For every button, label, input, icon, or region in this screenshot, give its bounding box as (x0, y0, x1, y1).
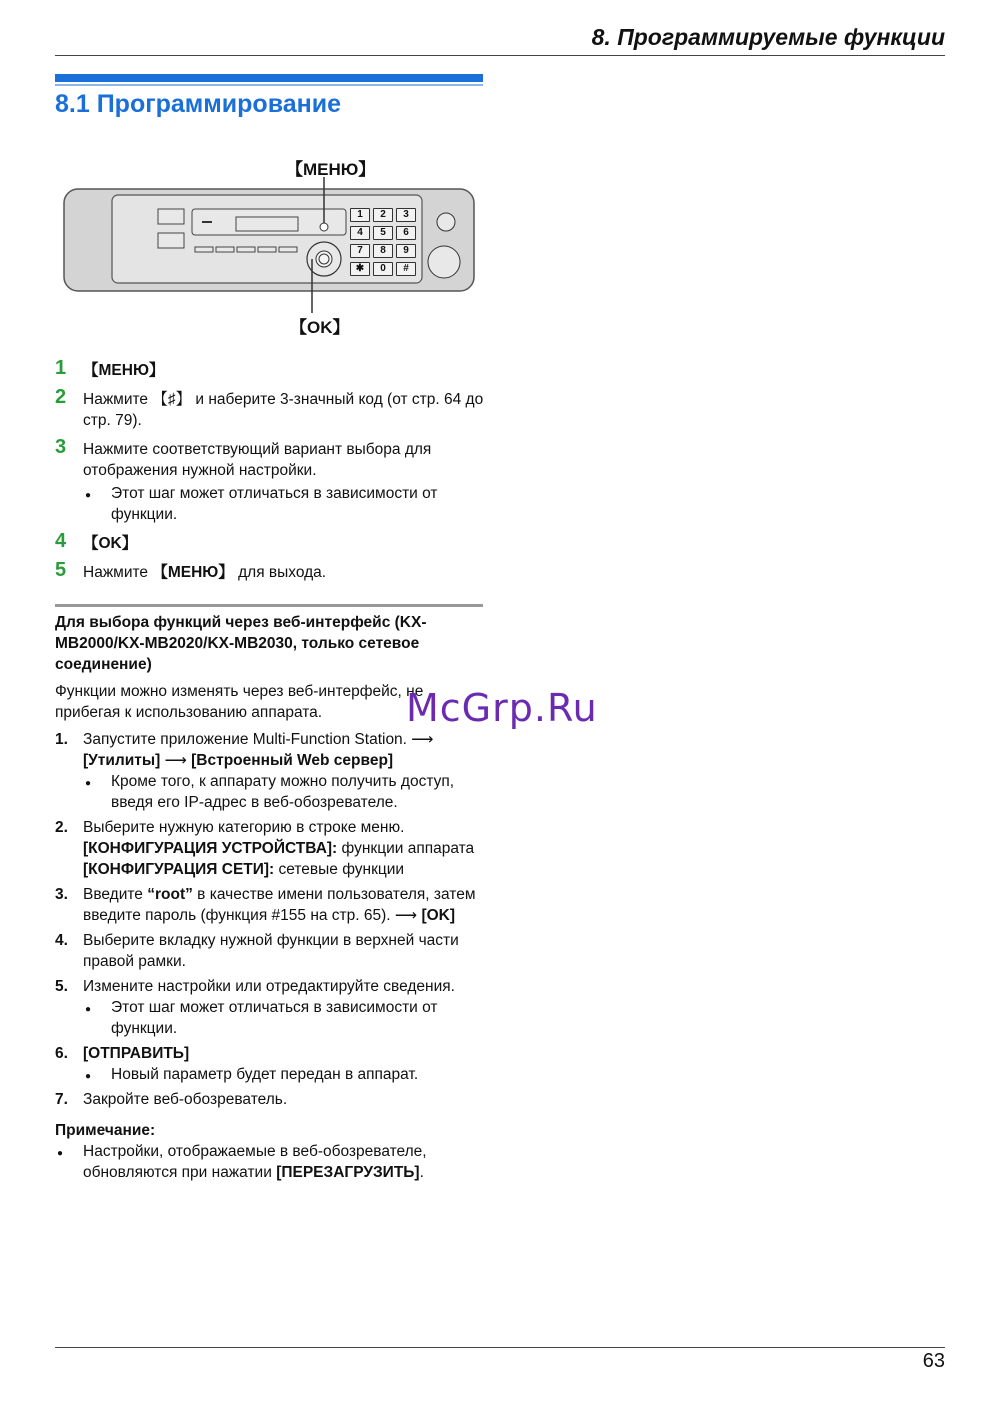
figure-label-ok: 【OK】 (290, 318, 350, 337)
step-1 (55, 357, 485, 381)
page-number: 63 (922, 1350, 945, 1372)
keypad-key: 9 (396, 244, 416, 258)
keypad-key: 3 (396, 208, 416, 222)
step-number: 2. (55, 819, 68, 836)
web-step-3 (55, 884, 487, 926)
step-text: Закройте веб-обозреватель. (83, 1091, 288, 1108)
note-bold: [ПЕРЕЗАГРУЗИТЬ] (276, 1164, 420, 1181)
keypad-key: 4 (350, 226, 370, 240)
steps-list (55, 357, 485, 591)
step-bullet: ● Этот шаг может отличаться в зависимости от функции. (55, 483, 485, 525)
keypad-key: 8 (373, 244, 393, 258)
step-bullet: ● Кроме того, к аппарату можно получить доступ, введя его IP-адрес в веб-обозревателе. (55, 771, 487, 813)
step-2 (55, 386, 485, 431)
step-text: Выберите вкладку нужной функции в верхней части правой рамки. (83, 932, 459, 970)
step-number: 4. (55, 932, 68, 949)
step-arrow: ⟶ (160, 752, 192, 769)
step-text-post: для выхода. (233, 564, 327, 581)
step-text: Выберите нужную категорию в строке меню. (83, 819, 405, 836)
step-text-1: функции аппарата (337, 840, 475, 857)
step-bold-2: [OK] (421, 907, 456, 924)
section-bar (55, 74, 483, 82)
web-step-7 (55, 1089, 487, 1110)
step-text: 【OK】 (83, 535, 138, 552)
step-text: Нажмите соответствующий вариант выбора для отображения нужной настройки. (83, 441, 432, 479)
step-text: Нажмите 【♯】 и наберите 3-значный код (от стр. 64 до стр. 79). (83, 391, 484, 429)
step-bold-2: [КОНФИГУРАЦИЯ СЕТИ]: (83, 861, 275, 878)
keypad-key: ✱ (350, 262, 370, 276)
keypad-key: 5 (373, 226, 393, 240)
section-title: 8.1 Программирование (55, 90, 342, 118)
step-text-2: сетевые функции (274, 861, 405, 878)
note-bullet (55, 1141, 487, 1183)
web-intro: Функции можно изменять через веб-интерфейс, не прибегая к использованию аппарата. (55, 683, 424, 721)
step-number: 5. (55, 978, 68, 995)
step-5 (55, 559, 485, 583)
step-bold-1: “root” (147, 886, 193, 903)
watermark: McGrp.Ru (406, 686, 598, 730)
step-number: 1. (55, 731, 68, 748)
step-text: 【МЕНЮ】 (83, 362, 165, 379)
step-text-pre: Нажмите (83, 564, 153, 581)
step-number: 6. (55, 1045, 68, 1062)
step-number: 7. (55, 1091, 68, 1108)
step-number: 5 (55, 559, 67, 581)
keypad-key: 7 (350, 244, 370, 258)
keypad-key: # (396, 262, 416, 276)
footer-rule (55, 1347, 945, 1348)
web-step-4 (55, 930, 487, 972)
step-number: 3 (55, 436, 67, 458)
step-bold-1: [КОНФИГУРАЦИЯ УСТРОЙСТВА]: (83, 840, 338, 857)
step-number: 3. (55, 886, 68, 903)
step-text: Запустите приложение Multi-Function Station. ⟶ (83, 731, 434, 748)
step-text-mid: в качестве имени пользователя, затем введите пароль (функция #155 на стр. 65). ⟶ (83, 886, 476, 924)
note-text-post: . (419, 1164, 424, 1181)
web-step-1 (55, 729, 487, 813)
step-number: 4 (55, 530, 67, 552)
step-bullet: ● Этот шаг может отличаться в зависимости от функции. (55, 997, 487, 1039)
note-text-pre: Настройки, отображаемые в веб-обозревателе, обновляются при нажатии (83, 1143, 427, 1181)
step-bullet: ● Новый параметр будет передан в аппарат. (55, 1064, 487, 1085)
keypad-key: 2 (373, 208, 393, 222)
keypad-key: 6 (396, 226, 416, 240)
step-bold-1: [ОТПРАВИТЬ] (83, 1045, 190, 1062)
step-number: 1 (55, 357, 67, 379)
step-bold-2: [Встроенный Web сервер] (191, 752, 394, 769)
step-bold-1: [Утилиты] (83, 752, 161, 769)
keypad-grid (350, 208, 422, 276)
step-4 (55, 530, 485, 554)
web-step-6 (55, 1043, 487, 1085)
step-text-bold: 【МЕНЮ】 (152, 564, 234, 581)
chapter-title: 8. Программируемые функции (591, 24, 945, 50)
subsection-divider (55, 604, 483, 607)
step-text: Измените настройки или отредактируйте сведения. (83, 978, 455, 995)
keypad-key: 1 (350, 208, 370, 222)
web-step-2 (55, 817, 487, 880)
note-title: Примечание: (55, 1122, 156, 1139)
keypad-key: 0 (373, 262, 393, 276)
header-rule (55, 55, 945, 56)
step-number: 2 (55, 386, 67, 408)
step-3 (55, 436, 485, 525)
step-text-pre: Введите (83, 886, 148, 903)
keypad (350, 208, 422, 280)
figure-label-menu: 【МЕНЮ】 (286, 160, 376, 179)
web-step-5 (55, 976, 487, 1039)
section-bar-thin (55, 84, 483, 86)
web-heading: Для выбора функций через веб-интерфейс (KX-MB2000/KX-MB2020/KX-MB2030, только сетевое соединение) (55, 614, 427, 673)
